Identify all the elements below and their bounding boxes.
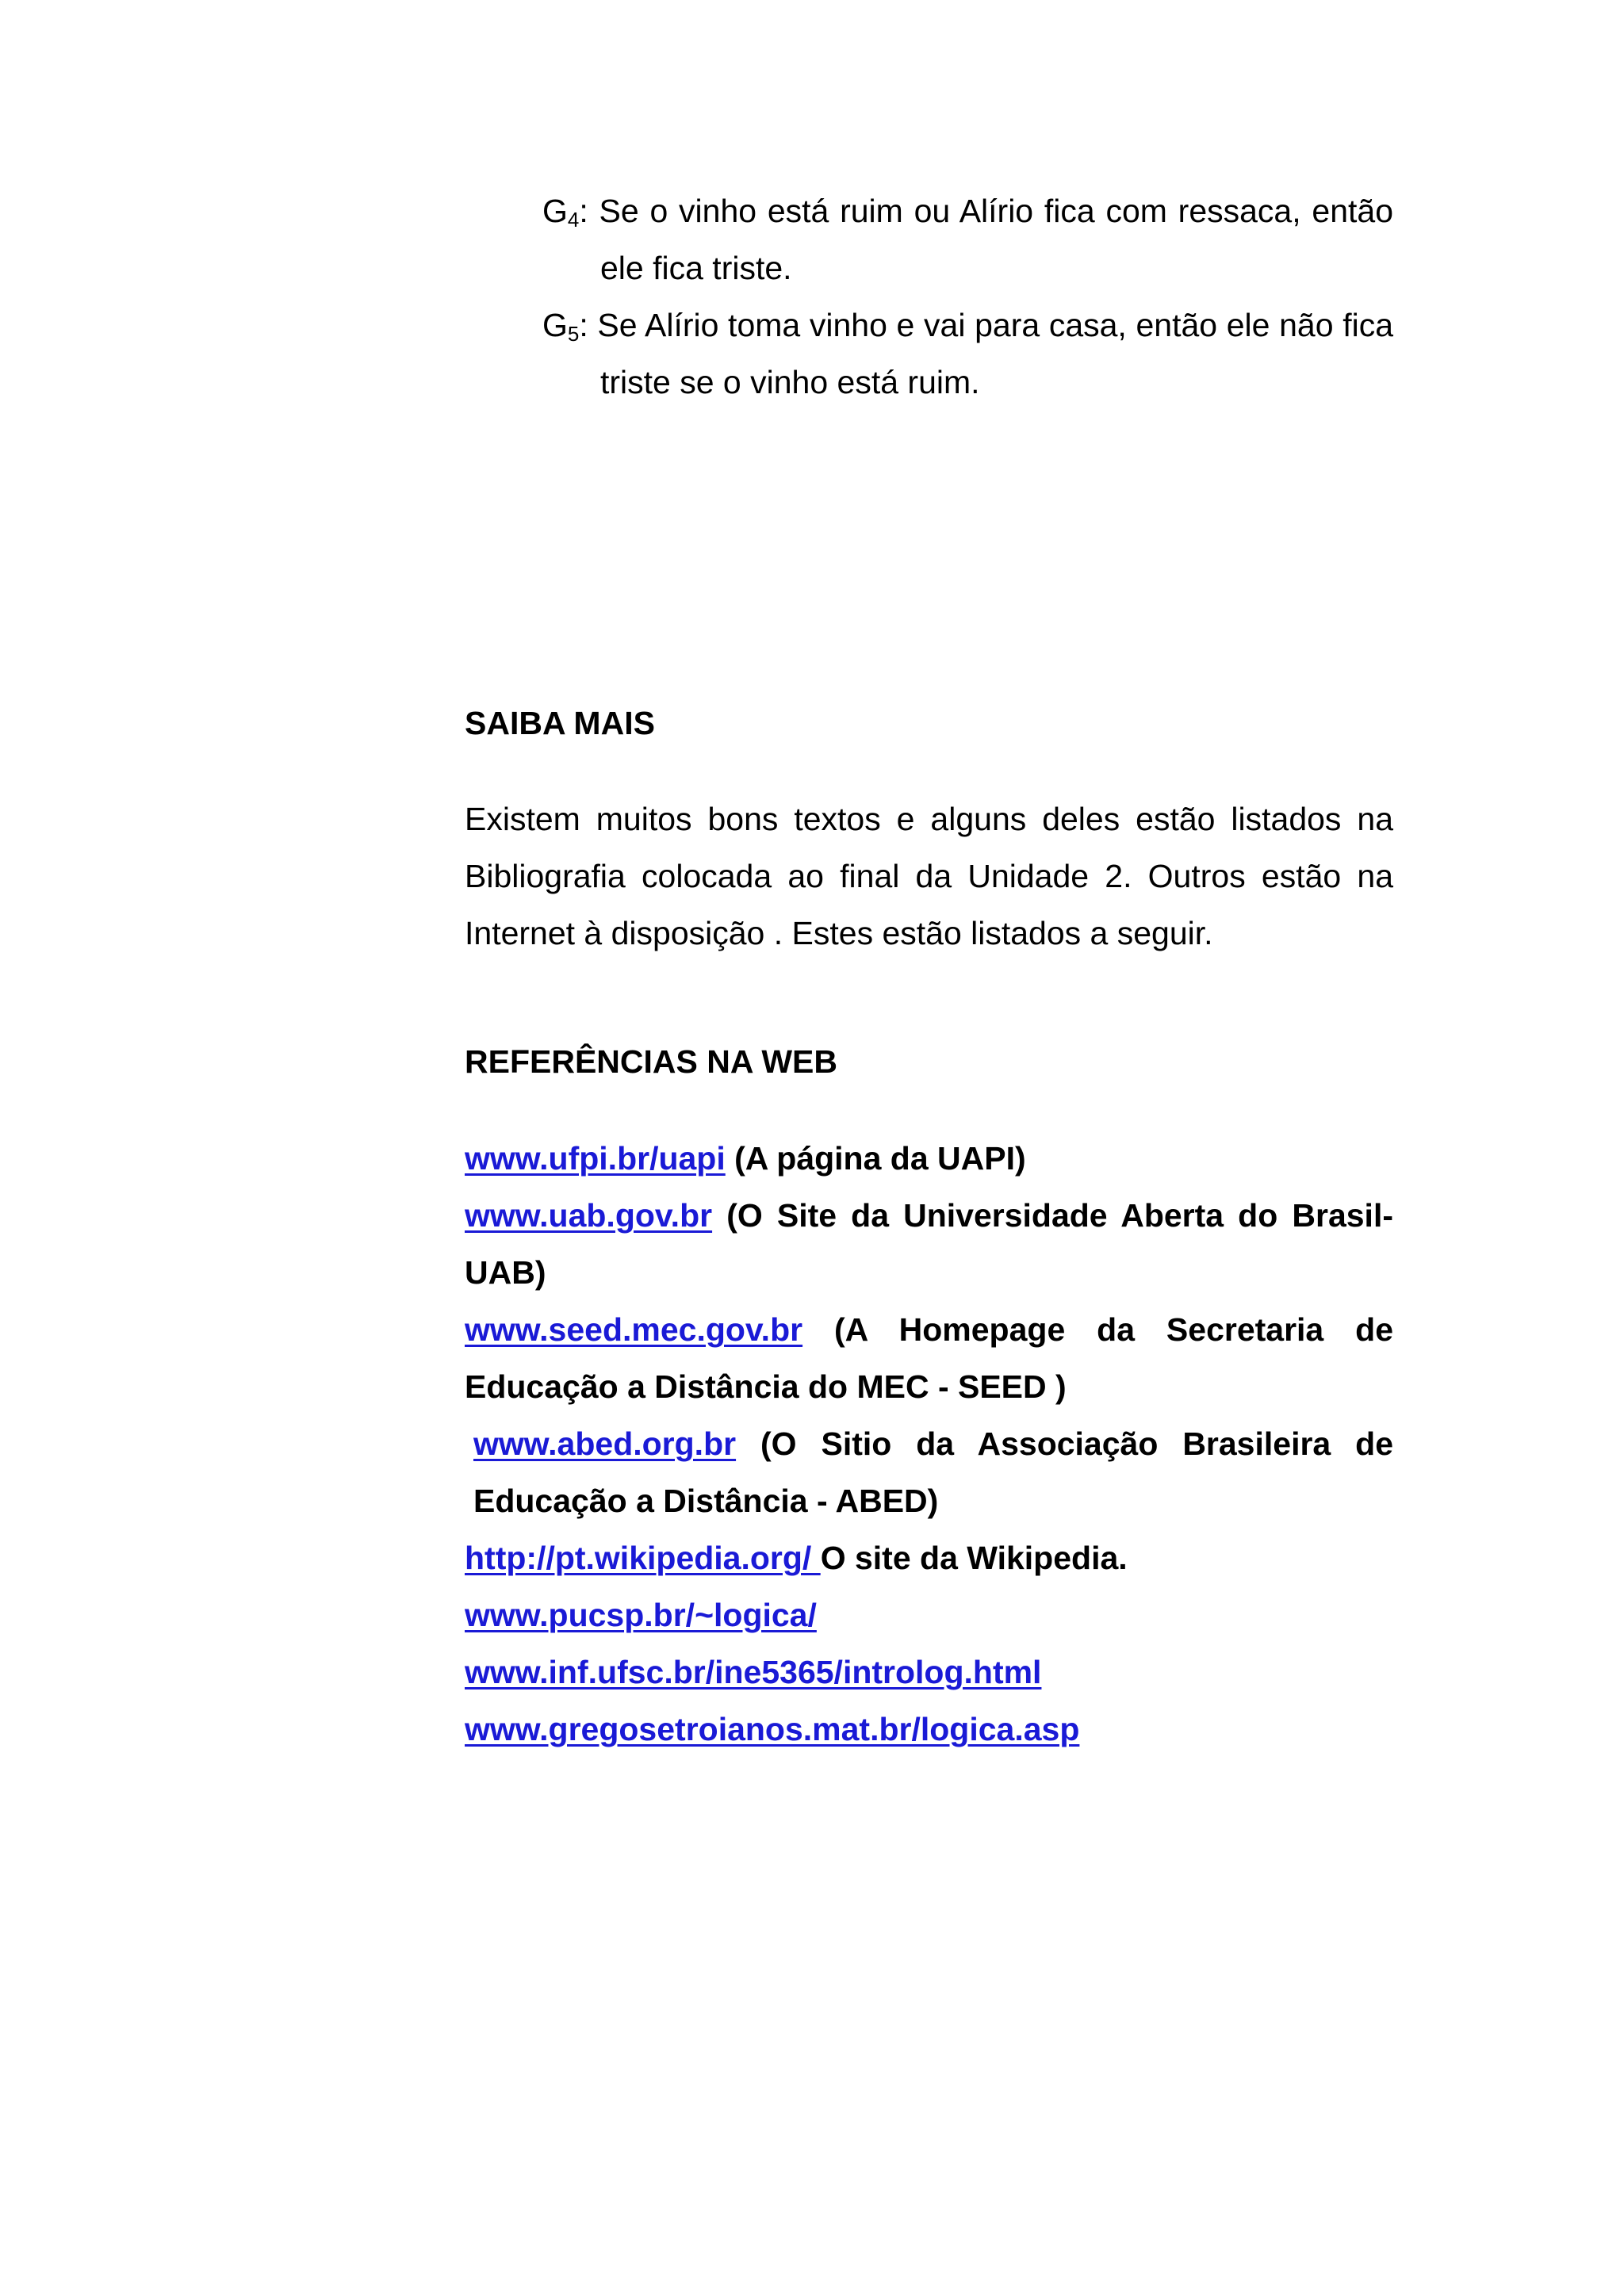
reference-link-abed[interactable]: www.abed.org.br: [473, 1425, 737, 1462]
hypothesis-text: : Se Alírio toma vinho e vai para casa, então ele não fica triste se o vinho está ruim.: [579, 307, 1393, 400]
reference-item: [465, 1529, 1393, 1586]
reference-item: [465, 1415, 1393, 1529]
hypothesis-letter: G: [542, 193, 568, 229]
hypothesis-subscript: 4: [567, 208, 580, 232]
hypothesis-letter: G: [542, 307, 568, 343]
reference-link-ufsc[interactable]: www.inf.ufsc.br/ine5365/introlog.html: [465, 1654, 1042, 1690]
reference-link-gregosetroianos[interactable]: www.gregosetroianos.mat.br/logica.asp: [465, 1711, 1080, 1747]
reference-description: (A Homepage da Secretaria de Educação a Distância do MEC - SEED ): [465, 1311, 1393, 1405]
reference-description: (O Site da Universidade Aberta do Brasil-UAB): [465, 1197, 1393, 1291]
reference-description: (O Sitio da Associação Brasileira de Educação a Distância - ABED): [473, 1425, 1393, 1519]
reference-item: [465, 1301, 1393, 1415]
reference-item: [465, 1130, 1393, 1187]
saiba-mais-section: [465, 695, 1393, 752]
reference-link-uab[interactable]: www.uab.gov.br: [465, 1197, 713, 1234]
reference-item: [465, 1187, 1393, 1301]
hypothesis-subscript: 5: [567, 322, 580, 346]
reference-link-pucsp[interactable]: www.pucsp.br/~logica/: [465, 1597, 817, 1633]
saiba-mais-body: [465, 790, 1393, 962]
reference-link-ufpi[interactable]: www.ufpi.br/uapi: [465, 1140, 726, 1177]
reference-description: (A página da UAPI): [725, 1140, 1026, 1177]
hypothesis-text: : Se o vinho está ruim ou Alírio fica com ressaca, então ele fica triste.: [579, 193, 1393, 286]
referencias-section: [465, 1033, 1393, 1090]
reference-item: [465, 1644, 1393, 1701]
saiba-mais-heading: SAIBA MAIS: [465, 705, 655, 741]
reference-description: O site da Wikipedia.: [820, 1540, 1128, 1576]
reference-link-seed[interactable]: www.seed.mec.gov.br: [465, 1311, 803, 1348]
web-references-list: [465, 1130, 1393, 1758]
referencias-heading: REFERÊNCIAS NA WEB: [465, 1043, 837, 1080]
hypothesis-g5: [542, 297, 1393, 411]
reference-link-wikipedia[interactable]: http://pt.wikipedia.org/: [465, 1540, 821, 1576]
hypotheses-list: [542, 182, 1393, 411]
hypothesis-g4: [542, 182, 1393, 297]
saiba-mais-paragraph: Existem muitos bons textos e alguns deles estão listados na Bibliografia colocada ao final da Unidade 2. Outros estão na Internet à disposição . Estes estão listados a seguir.: [465, 801, 1393, 951]
reference-item: [465, 1701, 1393, 1758]
reference-item: [465, 1586, 1393, 1644]
